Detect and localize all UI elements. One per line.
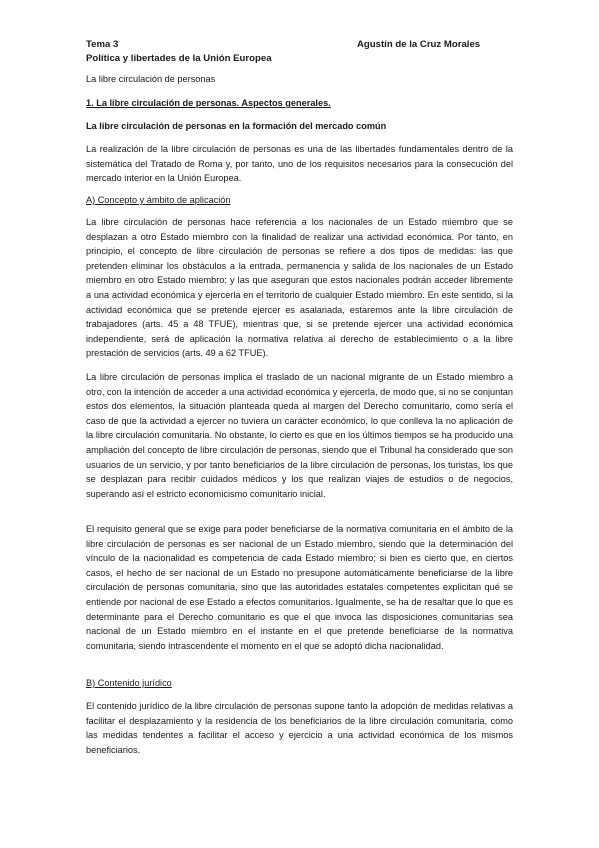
paragraph-a2: La libre circulación de personas implica el traslado de un nacional migrante de un Estado miembro a otro, con la intención de acceder a una actividad económica y ejercerla, de modo que, si no se conjuntan estos dos elementos, la situación planteada queda al margen del Derecho comunitario, como sería el caso de que la actividad a ejercer no tuviera un carácter económico, lo que conlleva la no aplicación de la libre circulación comunitaria. No obstante, lo cierto es que en los últimos tiempos se ha producido una ampliación del concepto de libre circulación de personas, siendo que el Tribunal ha considerado que son usuarios de un servicio, y por tanto beneficiarios de la libre circulación de personas, los turistas, los que se desplazan para recibir cuidados médicos y los que realizan viajes de estudios o de negocios, superando así el estricto economicismo comunitario inicial.	[86, 372, 513, 499]
page-header-left	[86, 38, 272, 66]
subject-label: Política y libertades de la Unión Europea	[86, 53, 272, 64]
topic-label: Tema 3	[86, 39, 119, 50]
paragraph-a3: El requisito general que se exige para poder beneficiarse de la normativa comunitaria en el ámbito de la libre circulación de personas es ser nacional de un Estado miembro, siendo que la determinación del vínculo de la nacionalidad es competencia de cada Estado miembro; si bien es cierto que, en ciertos casos, el hecho de ser nacional de un Estado no presupone automáticamente beneficiarse de la libre circulación de personas comunitaria, sino que las autoridades estatales competentes explicitan qué se entiende por nacional de ese Estado a efectos comunitarios. Igualmente, se ha de resaltar que lo que es determinante para el Derecho comunitario es que el que invoca las disposiciones comunitarias sea nacional de un Estado miembro en el instante en el que pretende beneficiarse de la normativa comunitaria, siendo intrascendente el momento en el que se adoptó dicha nacionalidad.	[86, 524, 513, 651]
paragraph-a1: La libre circulación de personas hace referencia a los nacionales de un Estado miembro que se desplazan a otro Estado miembro con la finalidad de realizar una actividad económica. Por tanto, en principio, el concepto de libre circulación de personas se refiere a dos tipos de medidas: las que pretenden eliminar los obstáculos a la entrada, permanencia y salida de los nacionales de un Estado miembro en otro Estado miembro; y las que aseguran que estos nacionales podrán acceder libremente a una actividad económica y ejercerla en el territorio de cualquier Estado miembro. En este sentido, si la actividad económica que se pretende ejercer es asalariada, estaremos ante la libre circulación de trabajadores (arts. 45 a 48 TFUE), mientras que, si se pretende ejercer una actividad económica independiente, será de aplicación la normativa relativa al derecho de establecimiento o a la libre prestación de servicios (arts. 49 a 62 TFUE).	[86, 217, 513, 359]
paragraph-b1: El contenido jurídico de la libre circulación de personas supone tanto la adopción de medidas relativas a facilitar el desplazamiento y la residencia de los beneficiarios de la libre circulación comunitaria, como las medidas tendentes a facilitar el acceso y ejercicio a una actividad económica de los mismos beneficiarios.	[86, 701, 513, 755]
subheading: La libre circulación de personas en la formación del mercado común	[86, 121, 387, 131]
section1-heading: 1. La libre circulación de personas. Aspectos generales.	[86, 98, 331, 108]
document-title: La libre circulación de personas	[86, 74, 216, 84]
subsection-b-heading: B) Contenido jurídico	[86, 678, 172, 688]
intro-paragraph: La realización de la libre circulación de personas es una de las libertades fundamentales dentro de la sistemática del Tratado de Roma y, por tanto, uno de los requisitos necesarios para la consecución del mercado interior en la Unión Europea.	[86, 144, 513, 184]
subsection-a-heading: A) Concepto y ámbito de aplicación	[86, 195, 231, 205]
author-label: Agustín de la Cruz Morales	[357, 39, 481, 50]
